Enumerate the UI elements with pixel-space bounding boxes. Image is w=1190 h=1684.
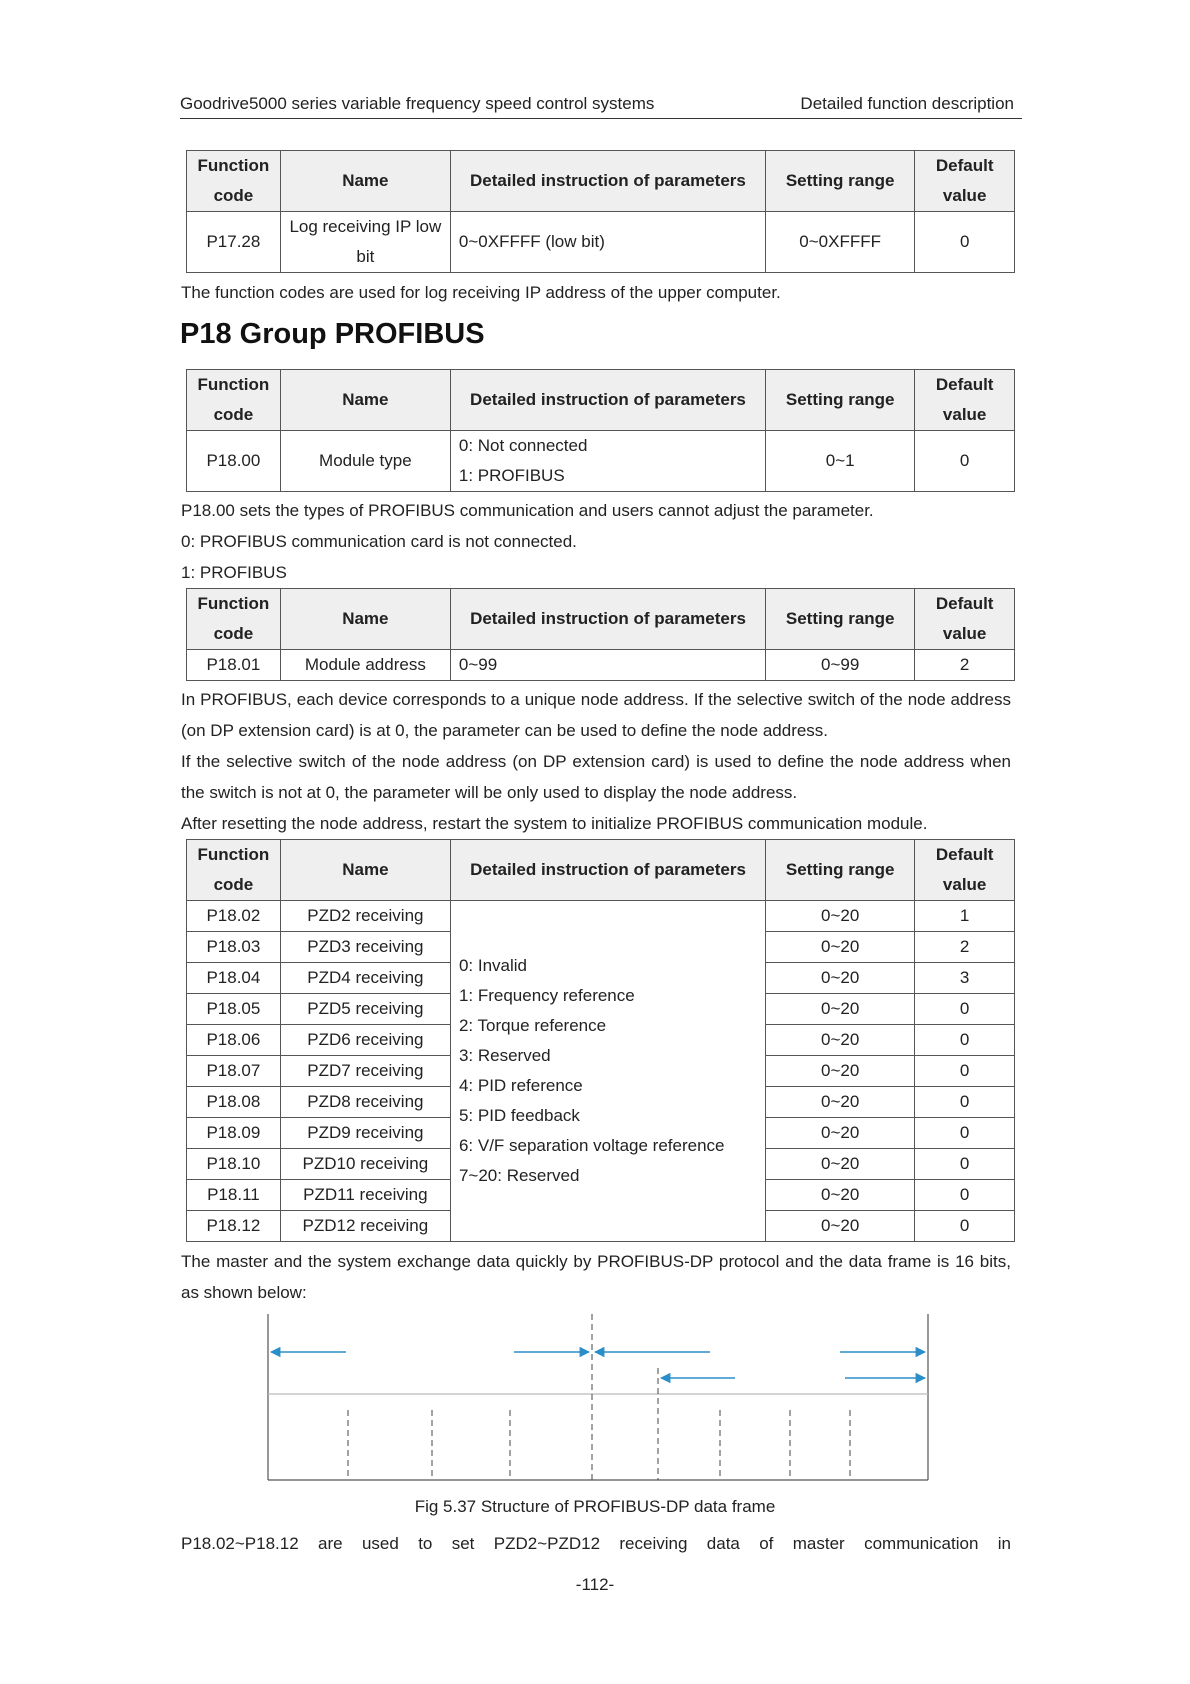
cell-code: P18.02 bbox=[187, 901, 281, 932]
col-header-code: Function code bbox=[187, 370, 281, 431]
cell-code: P18.07 bbox=[187, 1056, 281, 1087]
cell-detail: 0~99 bbox=[450, 650, 765, 681]
param-table-p1800 bbox=[186, 369, 1015, 492]
cell-range: 0~20 bbox=[766, 1180, 915, 1211]
cell-name: PZD11 receiving bbox=[280, 1180, 450, 1211]
col-header-default: Default value bbox=[915, 370, 1015, 431]
detail-line: 4: PID reference bbox=[458, 1076, 583, 1095]
header-section: Detailed function description bbox=[800, 94, 1014, 113]
profibus-frame-diagram bbox=[260, 1310, 940, 1490]
cell-code: P18.10 bbox=[187, 1149, 281, 1180]
cell-code: P18.08 bbox=[187, 1087, 281, 1118]
col-header-code: Function code bbox=[187, 589, 281, 650]
col-header-name: Name bbox=[280, 840, 450, 901]
cell-name: PZD7 receiving bbox=[280, 1056, 450, 1087]
detail-line: 3: Reserved bbox=[458, 1046, 551, 1065]
col-header-range: Setting range bbox=[766, 589, 915, 650]
paragraph: If the selective switch of the node address (on DP extension card) is used to define the node address when the switch is not at 0, the parameter will be only used to display the node address. bbox=[181, 752, 1011, 802]
cell-code: P18.00 bbox=[187, 431, 281, 492]
cell-default: 3 bbox=[915, 963, 1015, 994]
cell-default: 1 bbox=[915, 901, 1015, 932]
cell-range: 0~99 bbox=[766, 650, 915, 681]
cell-code: P18.12 bbox=[187, 1211, 281, 1242]
cell-range: 0~20 bbox=[766, 1211, 915, 1242]
paragraph-line: 1: PROFIBUS bbox=[181, 563, 287, 582]
cell-code: P18.09 bbox=[187, 1118, 281, 1149]
cell-default: 0 bbox=[915, 994, 1015, 1025]
cell-default: 0 bbox=[915, 1087, 1015, 1118]
detail-line: 2: Torque reference bbox=[458, 1016, 607, 1035]
paragraph: The function codes are used for log receiving IP address of the upper computer. bbox=[181, 283, 781, 302]
detail-line: 7~20: Reserved bbox=[458, 1166, 580, 1185]
table-row bbox=[187, 901, 1015, 932]
cell-name: Log receiving IP low bit bbox=[280, 212, 450, 273]
detail-line: 0: Not connected bbox=[458, 436, 588, 455]
col-header-code: Function code bbox=[187, 840, 281, 901]
cell-range: 0~20 bbox=[766, 1056, 915, 1087]
col-header-default: Default value bbox=[915, 589, 1015, 650]
table-row bbox=[187, 212, 1015, 273]
cell-default: 0 bbox=[915, 431, 1015, 492]
col-header-range: Setting range bbox=[765, 151, 914, 212]
cell-code: P18.04 bbox=[187, 963, 281, 994]
cell-default: 0 bbox=[915, 1149, 1015, 1180]
cell-range: 0~20 bbox=[766, 1025, 915, 1056]
col-header-default: Default value bbox=[915, 840, 1015, 901]
cell-detail bbox=[450, 431, 765, 492]
col-header-detail: Detailed instruction of parameters bbox=[450, 840, 765, 901]
paragraph-line: 0: PROFIBUS communication card is not connected. bbox=[181, 532, 577, 551]
cell-range: 0~1 bbox=[766, 431, 915, 492]
paragraph bbox=[181, 495, 1011, 588]
cell-name: PZD5 receiving bbox=[280, 994, 450, 1025]
col-header-range: Setting range bbox=[766, 840, 915, 901]
cell-code: P18.06 bbox=[187, 1025, 281, 1056]
table-row bbox=[187, 650, 1015, 681]
cell-name: PZD12 receiving bbox=[280, 1211, 450, 1242]
col-header-code: Function code bbox=[187, 151, 281, 212]
detail-line: 0: Invalid bbox=[458, 956, 527, 975]
cell-default: 0 bbox=[915, 212, 1015, 273]
cell-range: 0~20 bbox=[766, 963, 915, 994]
cell-name: PZD10 receiving bbox=[280, 1149, 450, 1180]
param-table-p1801 bbox=[186, 588, 1015, 681]
cell-name: PZD3 receiving bbox=[280, 932, 450, 963]
col-header-default: Default value bbox=[915, 151, 1015, 212]
col-header-name: Name bbox=[280, 151, 450, 212]
col-header-name: Name bbox=[280, 370, 450, 431]
cell-name: PZD6 receiving bbox=[280, 1025, 450, 1056]
cell-code: P18.01 bbox=[187, 650, 281, 681]
cell-range: 0~20 bbox=[766, 932, 915, 963]
cell-name: PZD8 receiving bbox=[280, 1087, 450, 1118]
col-header-detail: Detailed instruction of parameters bbox=[450, 151, 765, 212]
table-row bbox=[187, 431, 1015, 492]
paragraph: In PROFIBUS, each device corresponds to a unique node address. If the selective switch of the node address (on DP extension card) is at 0, the parameter can be used to define the node address. bbox=[181, 690, 1011, 740]
col-header-name: Name bbox=[280, 589, 450, 650]
col-header-range: Setting range bbox=[766, 370, 915, 431]
cell-default: 0 bbox=[915, 1118, 1015, 1149]
col-header-detail: Detailed instruction of parameters bbox=[450, 370, 765, 431]
page-number: -112- bbox=[575, 1575, 615, 1594]
detail-line: 1: PROFIBUS bbox=[458, 466, 565, 485]
cell-range: 0~20 bbox=[766, 1149, 915, 1180]
cell-range: 0~20 bbox=[766, 901, 915, 932]
cell-code: P18.11 bbox=[187, 1180, 281, 1211]
paragraph: After resetting the node address, restart the system to initialize PROFIBUS communication module. bbox=[181, 814, 928, 833]
col-header-detail: Detailed instruction of parameters bbox=[450, 589, 765, 650]
cell-name: Module address bbox=[280, 650, 450, 681]
section-title: P18 Group PROFIBUS bbox=[180, 318, 485, 350]
cell-default: 2 bbox=[915, 650, 1015, 681]
detail-line: 1: Frequency reference bbox=[458, 986, 635, 1005]
cell-name: PZD4 receiving bbox=[280, 963, 450, 994]
cell-default: 0 bbox=[915, 1056, 1015, 1087]
cell-code: P18.03 bbox=[187, 932, 281, 963]
param-table-pzd bbox=[186, 839, 1015, 1242]
cell-range: 0~20 bbox=[766, 1118, 915, 1149]
cell-default: 0 bbox=[915, 1211, 1015, 1242]
paragraph: The master and the system exchange data quickly by PROFIBUS-DP protocol and the data frame is 16 bits, as shown below: bbox=[181, 1252, 1011, 1302]
param-table-p17 bbox=[186, 150, 1015, 273]
cell-code: P17.28 bbox=[187, 212, 281, 273]
cell-name: Module type bbox=[280, 431, 450, 492]
cell-default: 0 bbox=[915, 1180, 1015, 1211]
header-title: Goodrive5000 series variable frequency speed control systems bbox=[180, 94, 655, 113]
cell-name: PZD9 receiving bbox=[280, 1118, 450, 1149]
cell-range: 0~20 bbox=[766, 994, 915, 1025]
paragraph: P18.02~P18.12 are used to set PZD2~PZD12 receiving data of master communication in bbox=[181, 1534, 1011, 1553]
cell-range: 0~20 bbox=[766, 1087, 915, 1118]
figure-caption: Fig 5.37 Structure of PROFIBUS-DP data frame bbox=[414, 1497, 776, 1516]
paragraph-line: P18.00 sets the types of PROFIBUS communication and users cannot adjust the parameter. bbox=[181, 501, 874, 520]
cell-default: 0 bbox=[915, 1025, 1015, 1056]
detail-line: 6: V/F separation voltage reference bbox=[458, 1136, 725, 1155]
detail-line: 5: PID feedback bbox=[458, 1106, 580, 1125]
running-header bbox=[180, 92, 1022, 119]
cell-name: PZD2 receiving bbox=[280, 901, 450, 932]
cell-code: P18.05 bbox=[187, 994, 281, 1025]
cell-range: 0~0XFFFF bbox=[765, 212, 914, 273]
cell-default: 2 bbox=[915, 932, 1015, 963]
cell-detail-merged bbox=[450, 901, 765, 1242]
cell-detail: 0~0XFFFF (low bit) bbox=[450, 212, 765, 273]
